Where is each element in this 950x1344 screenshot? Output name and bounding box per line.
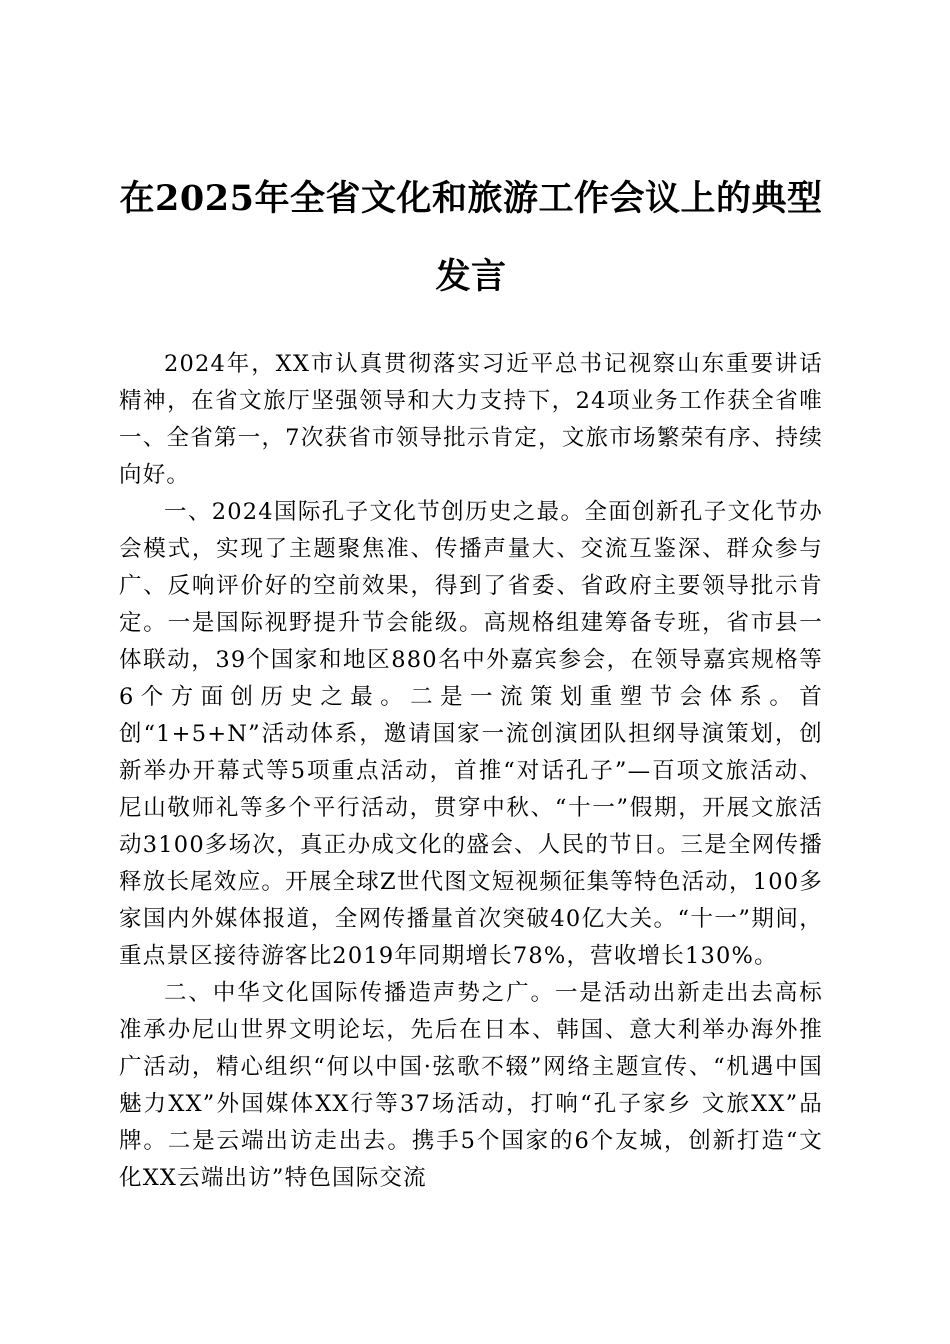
title-line-1: 在2025年全省文化和旅游工作会议上的典型 <box>119 178 823 219</box>
paragraph-section-1: 一、2024国际孔子文化节创历史之最。全面创新孔子文化节办会模式，实现了主题聚焦准、传播声量大、交流互鉴深、群众参与广、反响评价好的空前效果，得到了省委、省政府主要领导批示肯定。一是国际视野提升节会能级。高规格组建筹备专班，省市县一体联动，39个国家和地区880名中外嘉宾参会，在领导嘉宾规格等6个方面创历史之最。二是一流策划重塑节会体系。首创“1+5+N”活动体系，邀请国家一流创演团队担纲导演策划，创新举办开幕式等5项重点活动，首推“对话孔子”—百项文旅活动、尼山敬师礼等多个平行活动，贯穿中秋、“十一”假期，开展文旅活动3100多场次，真正办成文化的盛会、人民的节日。三是全网传播释放长尾效应。开展全球Z世代图文短视频征集等特色活动，100多家国内外媒体报道，全网传播量首次突破40亿大关。“十一”期间，重点景区接待游客比2019年同期增长78%，营收增长130%。 <box>119 499 823 969</box>
paragraph-intro: 2024年，XX市认真贯彻落实习近平总书记视察山东重要讲话精神，在省文旅厅坚强领导和大力支持下，24项业务工作获全省唯一、全省第一，7次获省市领导批示肯定，文旅市场繁荣有序、持续向好。 <box>119 351 823 488</box>
title-line-2: 发言 <box>435 256 507 297</box>
document-title <box>119 160 823 316</box>
paragraph-section-2: 二、中华文化国际传播造声势之广。一是活动出新走出去高标准承办尼山世界文明论坛，先后在日本、韩国、意大利举办海外推广活动，精心组织“何以中国·弦歌不辍”网络主题宣传、“机遇中国 魅力XX”外国媒体XX行等37场活动，打响“孔子家乡 文旅XX”品牌。二是云端出访走出去。携手5个国家的6个友城，创新打造“文化XX云端出访”特色国际交流 <box>119 980 823 1191</box>
document-body <box>119 346 823 1197</box>
